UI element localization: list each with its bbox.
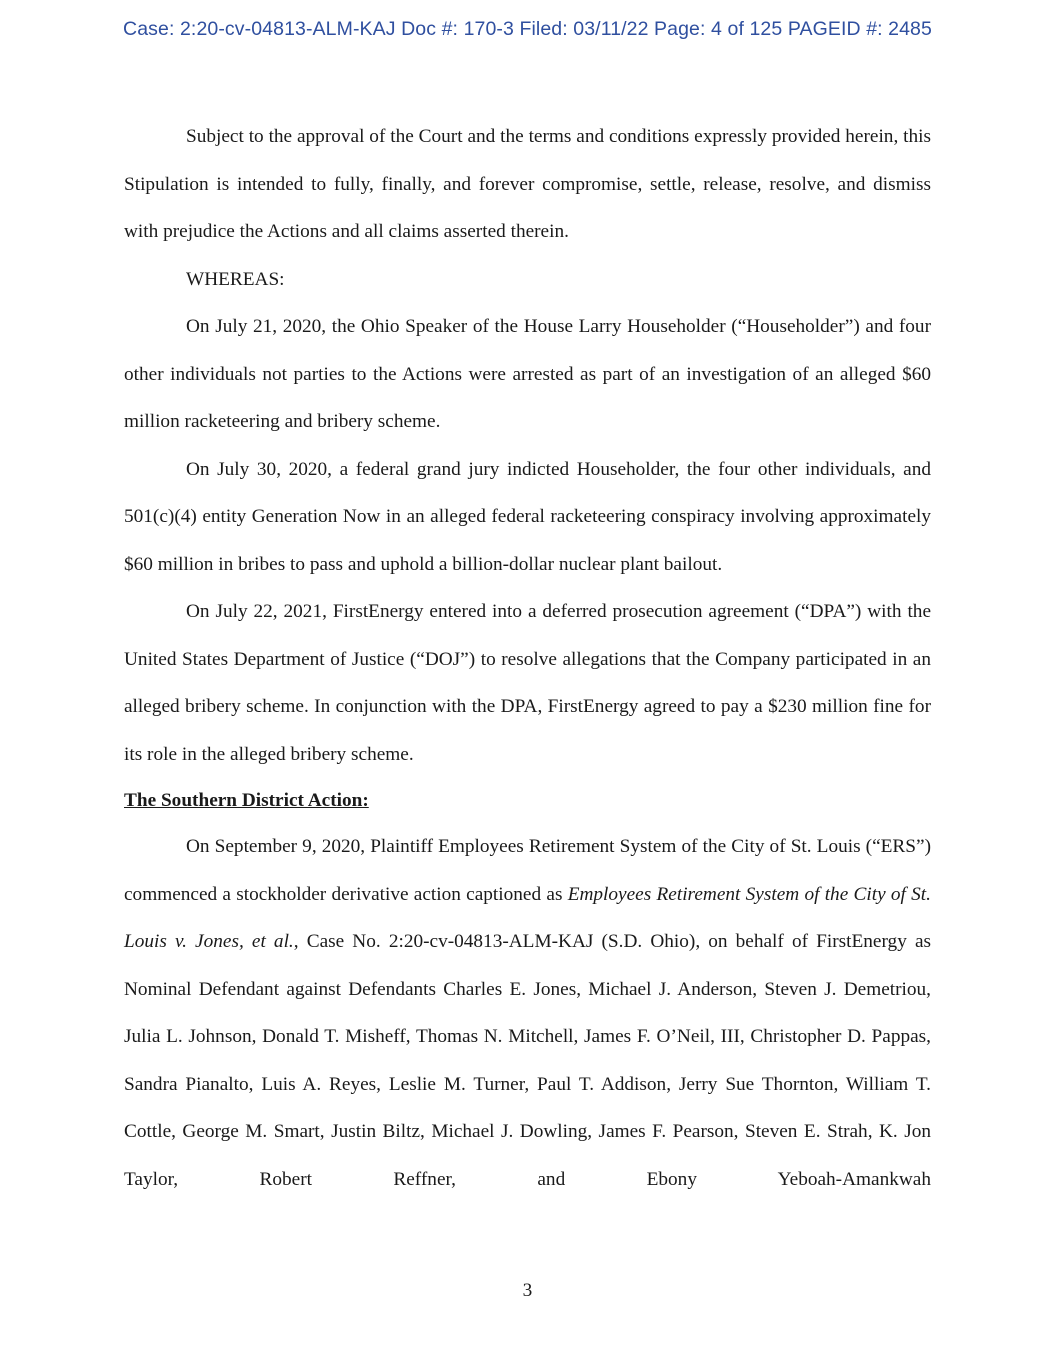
section-heading-southern-district: The Southern District Action: — [124, 790, 369, 811]
paragraph-ers-action — [124, 823, 931, 1203]
ers-action-text-part2: , Case No. 2:20-cv-04813-ALM-KAJ (S.D. Ohio), on behalf of FirstEnergy as Nominal Defendant against Defendants Charles E. Jones, Michael J. Anderson, Steven J. Demetriou, Julia L. Johnson, Donald T. Misheff, Thomas N. Mitchell, James F. O’Neil, III, Christopher D. Pappas, Sandra Pianalto, Luis A. Reyes, Leslie M. Turner, Paul T. Addison, Jerry Sue Thornton, William T. Cottle, George M. Smart, Justin Biltz, Michael J. Dowling, James F. Pearson, Steven E. Strah, K. Jon Taylor, Robert Reffner, and Ebony Yeboah-Amankwah — [124, 931, 932, 1190]
document-body — [124, 113, 931, 1203]
page-number: 3 — [522, 1280, 533, 1301]
whereas-label: WHEREAS: — [186, 268, 285, 290]
paragraph-stipulation-intent: Subject to the approval of the Court and the terms and conditions expressly provided herein, this Stipulation is intended to fully, finally, and forever compromise, settle, release, resolve, and dismiss with prejudice the Actions and all claims asserted therein. — [124, 126, 931, 242]
paragraph-grand-jury-indictment: On July 30, 2020, a federal grand jury indicted Householder, the four other individuals, and 501(c)(4) entity Generation Now in an alleged federal racketeering conspiracy involving approximately $60 million in bribes to pass and uphold a billion-dollar nuclear plant bailout. — [124, 458, 931, 575]
paragraph-householder-arrest: On July 21, 2020, the Ohio Speaker of the House Larry Householder (“Householder”) and four other individuals not parties to the Actions were arrested as part of an investigation of an alleged $60 million racketeering and bribery scheme. — [124, 316, 931, 432]
paragraph-deferred-prosecution: On July 22, 2021, FirstEnergy entered into a deferred prosecution agreement (“DPA”) with the United States Department of Justice (“DOJ”) to resolve allegations that the Company participated in an alleged bribery scheme. In conjunction with the DPA, FirstEnergy agreed to pay a $230 million fine for its role in the alleged bribery scheme. — [124, 601, 931, 765]
case-caption-name: Employees Retirement System of the City of St. Louis v. Jones, et al. — [124, 883, 931, 952]
case-header-stamp: Case: 2:20-cv-04813-ALM-KAJ Doc #: 170-3 Filed: 03/11/22 Page: 4 of 125 PAGEID #: 2485 — [123, 18, 932, 40]
ers-action-text-part1: On September 9, 2020, Plaintiff Employees Retirement System of the City of St. Louis (“ERS”) commenced a stockholder derivative action captioned as — [124, 836, 931, 905]
